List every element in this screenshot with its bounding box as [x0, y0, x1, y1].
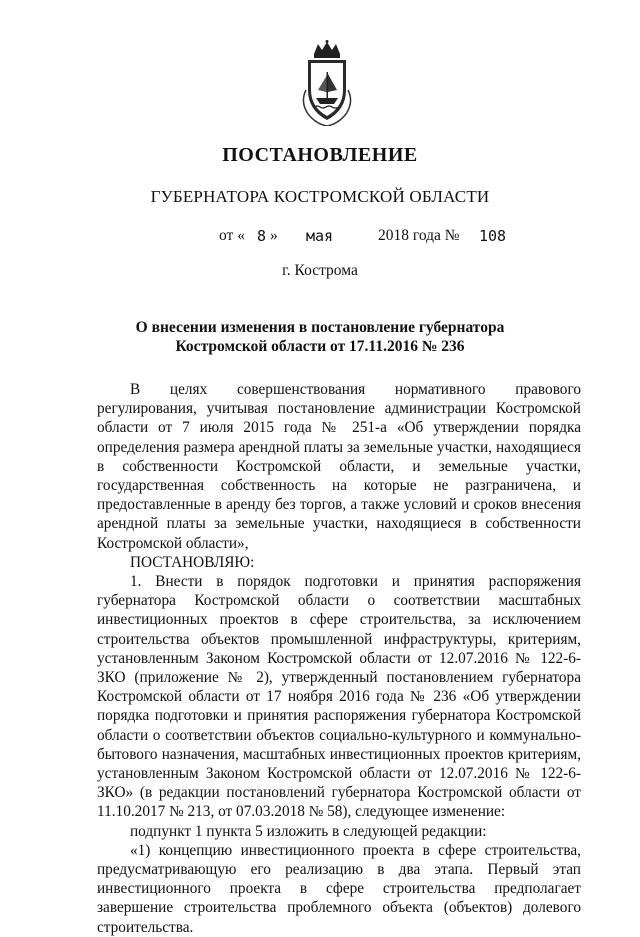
date-day: 8 [257, 227, 267, 245]
issuing-authority: ГУБЕРНАТОРА КОСТРОМСКОЙ ОБЛАСТИ [150, 187, 490, 206]
item-1-paragraph: 1. Внести в порядок подготовки и принятия распоряжения губернатора Костромской области о соответствии масштабных инвестиционных проектов в сфере строительства, за исключением строительства объектов промышленной инфраструктуры, критериям, установленным Законом Костромской области от 12.07.2016 № 122-6-ЗКО (приложение № 2), утвержденный постановлением губернатора Костромской области от 17 ноября 2016 года № 236 «Об утверждении порядка подготовки и принятия распоряжения губернатора Костромской области о соответствии объектов социально-культурного и коммунально-бытового назначения, масштабных инвестиционных проектов критериям, установленным Законом Костромской области от 12.07.2016 № 122-6-ЗКО» (в редакции постановлений губернатора Костромской области от 11.10.2017 № 213, от 07.03.2018 № 58), следующее изменение: [97, 573, 581, 821]
document-number: 108 [479, 227, 507, 245]
preamble-paragraph: В целях совершенствования нормативного правового регулирования, учитывая постановление администрации Костромской области от 7 июля 2015 года № 251-а «Об утверждении порядка определения размера арендной платы за земельные участки, находящиеся в собственности Костромской области, и земельные участки, государственная собственность на которые не разграничена, и предоставленные в аренду без торгов, а также условий и сроков внесения арендной платы за земельные участки, находящиеся в собственности Костромской области», [97, 381, 581, 552]
document-title [0, 318, 640, 356]
city-name: г. Кострома [282, 262, 358, 279]
subitem-paragraph: подпункт 1 пункта 5 изложить в следующей редакции: [130, 822, 487, 840]
date-year-text: 2018 года № [378, 227, 460, 244]
decree-word: ПОСТАНОВЛЯЮ: [130, 553, 255, 571]
document-body [97, 380, 581, 937]
quote-paragraph: «1) концепцию инвестиционного проекта в сфере строительства, предусматривающую его реализацию в два этапа. Первый этап инвестиционного проекта в сфере строительства предполагает завершение строительства проблемного объекта (объектов) долевого строительства. [97, 841, 581, 936]
document-type-heading: ПОСТАНОВЛЕНИЕ [222, 144, 418, 166]
coat-of-arms-icon [296, 40, 358, 126]
title-line-2: Костромской области от 17.11.2016 № 236 [175, 338, 465, 355]
date-prefix: от « [219, 227, 245, 244]
title-line-1: О внесении изменения в постановление губернатора [135, 319, 505, 336]
date-close-quote: » [270, 227, 278, 244]
date-month: мая [306, 227, 334, 245]
date-line [0, 227, 640, 247]
